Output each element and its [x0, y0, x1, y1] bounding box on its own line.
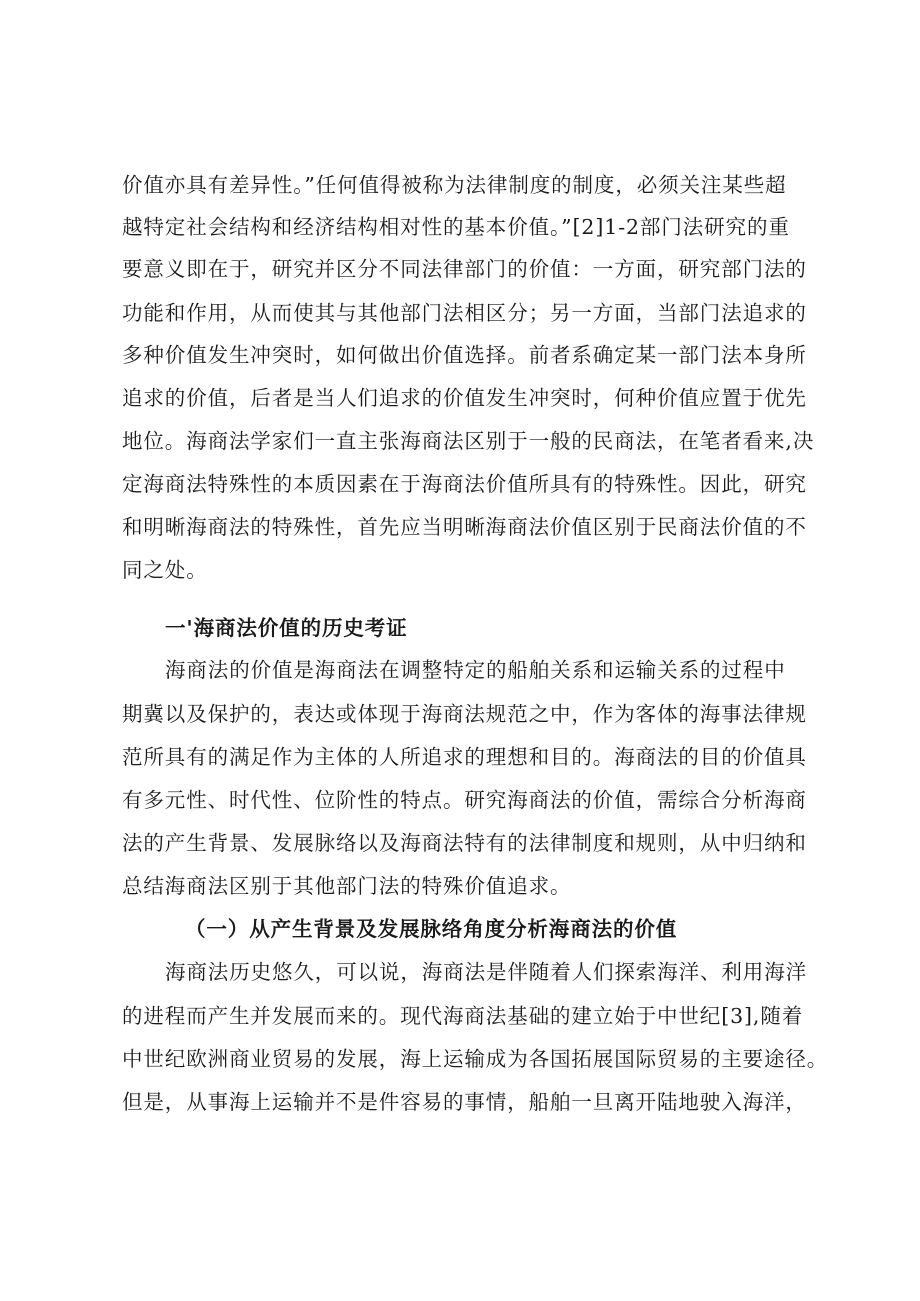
subsection-heading: （一）从产生背景及发展脉络角度分析海商法的价值 [185, 917, 678, 941]
paragraph-2-line-4: 有多元性、时代性、位阶性的特点。研究海商法的价值，需综合分析海商 [122, 788, 807, 812]
paragraph-1-line-2: 越特定社会结构和经济结构相对性的基本价值。”[2]1-2部门法研究的重 [122, 215, 790, 239]
section-heading: 一'海商法价值的历史考证 [165, 616, 408, 640]
paragraph-1-line-7: 地位。海商法学家们一直主张海商法区别于一般的民商法，在笔者看来,决 [122, 429, 815, 453]
paragraph-1-line-10: 同之处。 [122, 558, 208, 582]
paragraph-3-line-2: 的进程而产生并发展而来的。现代海商法基础的建立始于中世纪[3],随着 [122, 1004, 804, 1028]
paragraph-2-line-5: 法的产生背景、发展脉络以及海商法特有的法律制度和规则，从中归纳和 [122, 831, 807, 855]
paragraph-3-line-3: 中世纪欧洲商业贸易的发展，海上运输成为各国拓展国际贸易的主要途径。 [122, 1047, 829, 1071]
paragraph-3-line-4: 但是，从事海上运输并不是件容易的事情，船舶一旦离开陆地驶入海洋， [122, 1090, 807, 1114]
paragraph-1-line-1: 价值亦具有差异性。”任何值得被称为法律制度的制度，必须关注某些超 [122, 173, 787, 197]
paragraph-1-line-6: 追求的价值，后者是当人们追求的价值发生冲突时，何种价值应置于优先 [122, 386, 807, 410]
paragraph-2-line-6: 总结海商法区别于其他部门法的特殊价值追求。 [122, 874, 572, 898]
paragraph-1-line-5: 多种价值发生冲突时，如何做出价值选择。前者系确定某一部门法本身所 [122, 343, 807, 367]
paragraph-1-line-4: 功能和作用，从而使其与其他部门法相区分；另一方面，当部门法追求的 [122, 301, 807, 325]
paragraph-1-line-8: 定海商法特殊性的本质因素在于海商法价值所具有的特殊性。因此，研究 [122, 472, 807, 496]
paragraph-2-line-3: 范所具有的满足作为主体的人所追求的理想和目的。海商法的目的价值具 [122, 745, 807, 769]
paragraph-1-line-9: 和明晰海商法的特殊性，首先应当明晰海商法价值区别于民商法价值的不 [122, 515, 807, 539]
paragraph-1-line-3: 要意义即在于，研究并区分不同法律部门的价值：一方面，研究部门法的 [122, 257, 807, 281]
paragraph-2-line-1: 海商法的价值是海商法在调整特定的船舶关系和运输关系的过程中 [165, 658, 786, 682]
paragraph-2-line-2: 期冀以及保护的，表达或体现于海商法规范之中，作为客体的海事法律规 [122, 702, 807, 726]
paragraph-3-line-1: 海商法历史悠久，可以说，海商法是伴随着人们探索海洋、利用海洋 [165, 960, 807, 984]
